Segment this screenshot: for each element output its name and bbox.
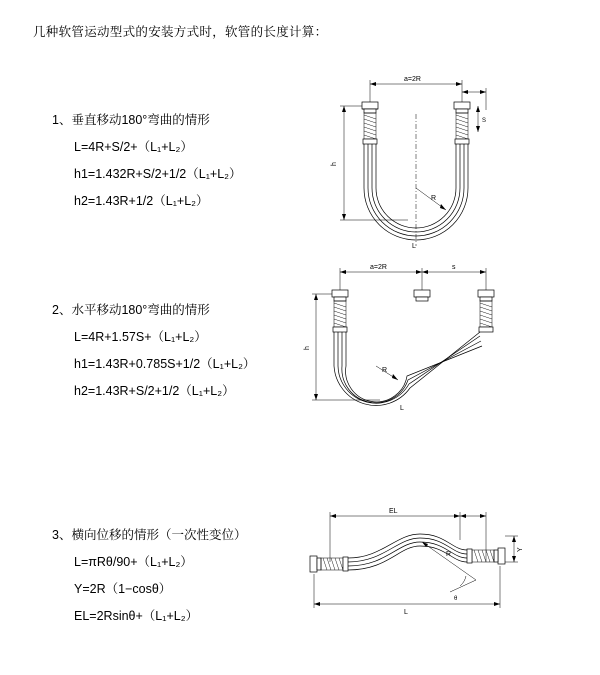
section-2-text	[52, 300, 282, 408]
section-1-formula-1: L=4R+S/2+（L₁+L₂）	[74, 140, 193, 154]
section-2-title: 2、水平移动180°弯曲的情形	[52, 303, 210, 317]
svg-text:L: L	[412, 243, 416, 250]
right-flange	[454, 102, 470, 113]
section-3-formula-3: EL=2Rsinθ+（L₁+L₂）	[74, 609, 199, 623]
hose-skewed-u	[334, 332, 482, 405]
section-2-formula-1: L=4R+1.57S+（L₁+L₂）	[74, 330, 207, 344]
svg-text:S: S	[482, 118, 487, 124]
section-1-formula-3: h2=1.43R+1/2（L₁+L₂）	[74, 194, 209, 208]
left-flange-2	[332, 290, 348, 332]
section-1-figure	[300, 70, 590, 270]
dimension-y	[505, 536, 524, 562]
svg-text:h: h	[331, 162, 338, 166]
svg-text:h: h	[304, 346, 311, 350]
section-3-formula-1: L=πRθ/90+（L₁+L₂）	[74, 555, 193, 569]
dimension-h	[331, 106, 408, 220]
section-1-formula-2: h1=1.432R+S/2+1/2（L₁+L₂）	[74, 167, 242, 181]
dimension-right-3	[460, 512, 486, 562]
svg-text:L: L	[404, 609, 408, 616]
middle-flange-2	[414, 290, 430, 301]
right-flange-2	[478, 290, 494, 332]
section-3-text	[52, 525, 282, 633]
dimension-s	[476, 106, 486, 132]
section-2-formula-3: h2=1.43R+S/2+1/2（L₁+L₂）	[74, 384, 235, 398]
dimension-a-2r	[370, 76, 462, 110]
section-2-figure	[300, 260, 590, 450]
section-3-figure	[300, 500, 590, 640]
svg-text:a=2R: a=2R	[370, 264, 387, 271]
vertical-180-bend-diagram	[300, 70, 530, 270]
left-hose-neck	[363, 113, 377, 144]
lateral-offset-diagram	[300, 500, 540, 640]
right-hose-neck	[455, 113, 469, 144]
length-label-l-2: L	[400, 405, 404, 412]
svg-text:EL: EL	[389, 508, 398, 515]
svg-text:R: R	[431, 195, 437, 202]
svg-text:θ: θ	[454, 596, 458, 602]
section-1-text	[52, 110, 282, 218]
dimension-l-3	[314, 566, 500, 616]
svg-text:R: R	[382, 367, 388, 374]
svg-text:R: R	[446, 551, 452, 558]
radius-label-r	[416, 188, 446, 210]
page-title: 几种软管运动型式的安装方式时，软管的长度计算：	[33, 25, 328, 39]
horizontal-180-bend-diagram	[300, 260, 540, 450]
radius-label-r-2	[376, 366, 398, 380]
left-flange-3	[310, 556, 348, 572]
dimension-s-2	[422, 264, 486, 296]
dimension-el	[330, 508, 460, 562]
section-2-formula-2: h1=1.43R+0.785S+1/2（L₁+L₂）	[74, 357, 256, 371]
section-3-title: 3、横向位移的情形（一次性变位）	[52, 528, 247, 542]
dimension-a-2r-2	[340, 264, 422, 296]
left-flange	[362, 102, 378, 113]
svg-text:a=2R: a=2R	[404, 76, 421, 83]
length-label-l	[412, 243, 416, 250]
svg-text:s: s	[452, 264, 456, 271]
angle-label-theta	[450, 576, 476, 602]
section-3-formula-2: Y=2R（1−cosθ）	[74, 582, 172, 596]
section-1-title: 1、垂直移动180°弯曲的情形	[52, 113, 210, 127]
svg-text:Y: Y	[517, 547, 524, 552]
